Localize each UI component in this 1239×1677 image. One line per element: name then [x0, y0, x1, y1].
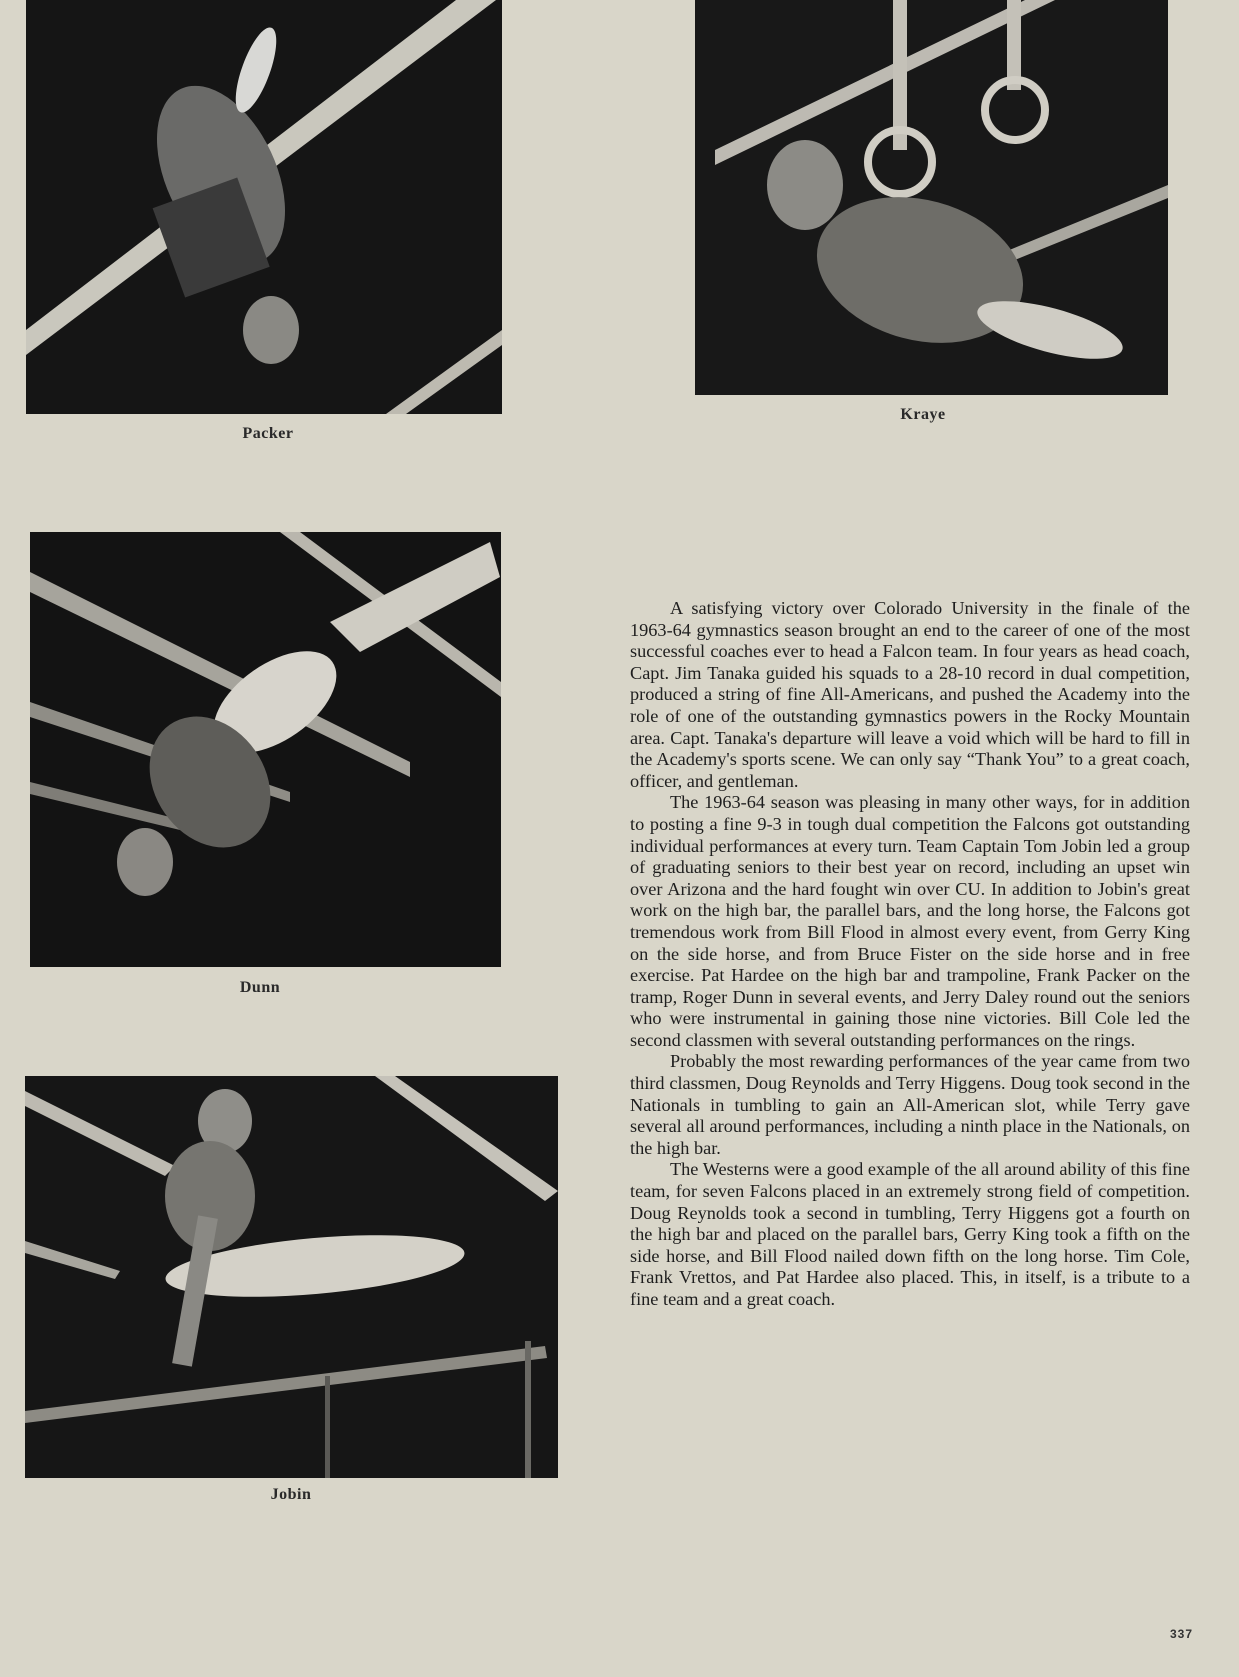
article-body [630, 598, 1190, 1311]
photo-dunn [30, 532, 501, 967]
photo-caption-jobin: Jobin [270, 1486, 312, 1503]
article-paragraph: Probably the most rewarding performances of the year came from two third classmen, Doug Reynolds and Terry Higgens. Doug took second in the Nationals in tumbling to gain an All-American slot, while Terry gave several all around performances, including a ninth place in the Nationals, on the high bar. [630, 1051, 1190, 1158]
article-paragraph: A satisfying victory over Colorado University in the finale of the 1963-64 gymnastics season brought an end to the career of one of the most successful coaches ever to head a Falcon team. In four years as head coach, Capt. Jim Tanaka guided his squads to a 28-10 record in dual competition, produced a string of fine All-Americans, and pushed the Academy into the role of one of the outstanding gymnastics powers in the Rocky Mountain area. Capt. Tanaka's departure will leave a void which will be hard to fill in the Academy's sports scene. We can only say “Thank You” to a great coach, officer, and gentleman. [630, 598, 1190, 791]
photo-jobin [25, 1076, 558, 1478]
photo-caption-dunn: Dunn [239, 979, 281, 996]
photo-packer [26, 0, 502, 414]
article-paragraph: The Westerns were a good example of the all around ability of this fine team, for seven Falcons placed in an extremely strong field of competition. Doug Reynolds took a second in tumbling, Terry Higgens got a fourth on the high bar and placed on the parallel bars, Gerry King took a fifth on the side horse, and Bill Flood nailed down fifth on the long horse. Tim Cole, Frank Vrettos, and Pat Hardee also placed. This, in itself, is a tribute to a fine team and a great coach. [630, 1159, 1190, 1309]
photo-caption-packer: Packer [242, 425, 294, 442]
page-number: 337 [1169, 1627, 1193, 1641]
article-paragraph: The 1963-64 season was pleasing in many other ways, for in addition to posting a fine 9-3 in tough dual competition the Falcons got outstanding individual performances at every turn. Team Captain Tom Jobin led a group of graduating seniors to their best year on record, including an upset win over Arizona and the hard fought win over CU. In addition to Jobin's great work on the high bar, the parallel bars, and the long horse, the Falcons got tremendous work from Bill Flood in almost every event, from Gerry King on the side horse, and from Bruce Fister on the side horse and in free exercise. Pat Hardee on the high bar and trampoline, Frank Packer on the tramp, Roger Dunn in several events, and Jerry Daley round out the seniors who were instrumental in gaining those nine victories. Bill Cole led the second classmen with several outstanding performances on the rings. [630, 792, 1190, 1050]
photo-kraye [695, 0, 1168, 395]
photo-caption-kraye: Kraye [900, 406, 946, 423]
